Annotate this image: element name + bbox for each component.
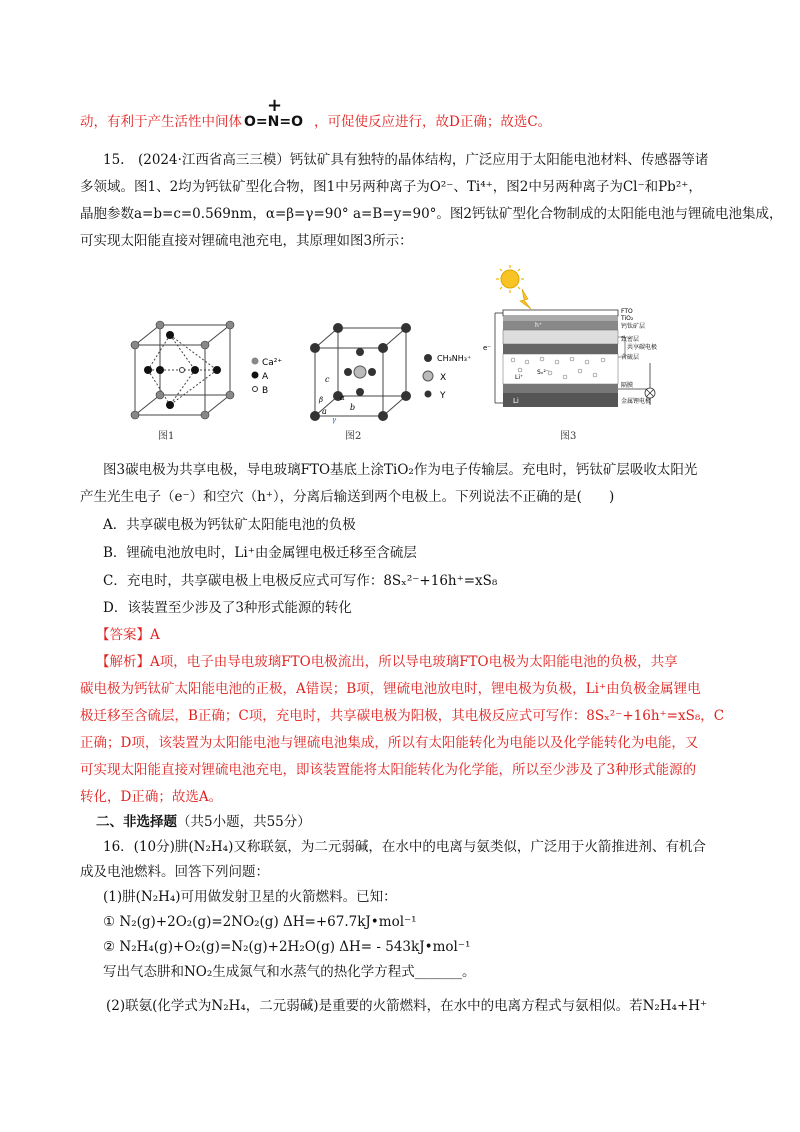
intermediate-structure xyxy=(242,95,314,132)
q15-exp-line6: 转化，D正确；故选A。 xyxy=(80,789,223,805)
lamp-icon xyxy=(645,388,655,398)
q15-answer: 【答案】A xyxy=(96,627,160,643)
q16-eq2: ② N₂H₄(g)+O₂(g)=N₂(g)+2H₂O(g) ΔH= - 543kJ•mol⁻¹ xyxy=(103,939,471,955)
q15-exp-line2: 碳电极为钙钛矿太阳能电池的正极，A错误；B项，锂硫电池放电时，锂电极为负极，Li⁺由负极金属锂电 xyxy=(80,681,701,697)
fig2-caption: 图2 xyxy=(345,431,362,442)
q16-line1: 16．(10分)肼(N₂H₄)又称联氨，为二元弱碱，在水中的电离与氨类似，广泛用于火箭推进剂、有机合 xyxy=(103,839,706,855)
q15-exp-line1: 【解析】A项，电子由导电玻璃FTO电极流出，所以导电玻璃FTO电极为太阳能电池的负极，共享 xyxy=(96,654,678,670)
q16-eq1: ① N₂(g)+2O₂(g)=2NO₂(g) ΔH=+67.7kJ•mol⁻¹ xyxy=(103,914,417,930)
q15-line3: 晶胞参数a=b=c=0.569nm，α=β=γ=90° a=B=y=90°。图2钙钛矿型化合物制成的太阳能电池与锂硫电池集成， xyxy=(80,206,783,222)
q15-para2: 产生光生电子（e⁻）和空穴（h⁺），分离后输送到两个电极上。下列说法不正确的是( ) xyxy=(80,489,615,505)
fig3-label-fto: FTO xyxy=(621,308,633,315)
q15-line2: 多领域。图1、2均为钙钛矿型化合物，图1中另两种离子为O²⁻、Ti⁴⁺，图2中另两种离子为Cl⁻和Pb²⁺， xyxy=(80,179,702,195)
q16-ask: 写出气态肼和NO₂生成氮气和水蒸气的热化学方程式_______。 xyxy=(103,964,476,980)
fig3-label-sx: Sₓ²⁻ xyxy=(537,369,550,376)
q15-line1: 15. (2024·江西省高三三模）钙钛矿具有独特的晶体结构，广泛应用于太阳能电池材料、传感器等诸 xyxy=(103,152,709,168)
prev-explanation-tail xyxy=(80,95,552,132)
fig1-legend-a: A xyxy=(262,372,269,382)
q16-sub2: (2)联氨(化学式为N₂H₄，二元弱碱)是重要的火箭燃料，在水中的电离方程式与氨相似。若N₂H₄+H⁺ xyxy=(106,998,708,1014)
fig3-label-separator: 隔膜 xyxy=(621,382,634,389)
q15-exp-line5: 可实现太阳能直接对锂硫电池充电，即该装置能将太阳能转化为化学能，所以至少涉及了3种形式能源的 xyxy=(80,762,697,778)
fig3-label-hole: h⁺ xyxy=(535,322,542,329)
q15-option-d: D．该装置至少涉及了3种形式能源的转化 xyxy=(103,600,352,616)
light-bolt-icon xyxy=(520,289,531,309)
q16-line2: 成及电池燃料。回答下列问题： xyxy=(80,864,269,880)
fig3-label-electron: e⁻ xyxy=(483,344,492,352)
q15-exp-line4: 正确；D项，该装置为太阳能电池与锂硫电池集成，所以有太阳能转化为电能以及化学能转化为电能，又 xyxy=(80,735,699,751)
fig1-legend-b: B xyxy=(262,386,269,396)
fig3-label-sulfur: 含硫层 xyxy=(621,354,640,361)
section-2-heading xyxy=(96,812,311,832)
fig3-label-perovskite: 钙钛矿层 xyxy=(621,323,646,330)
fig2-axis-c: c xyxy=(325,375,330,384)
q15-exp-line3: 极迁移至含硫层，B正确；C项，充电时，共享碳电极为阳极，其电极反应式可写作：8Sₓ²⁻+16h⁺=xS₈，C xyxy=(80,708,725,724)
prev-explanation-text-b: ，可促使反应进行，故D正确；故选C。 xyxy=(314,114,552,130)
intermediate-formula: O=N=O xyxy=(244,114,303,130)
fig3-label-dense: 致密层 xyxy=(621,336,640,343)
fig3-label-tio2: TiO₂ xyxy=(621,315,634,322)
figure-2-crystal xyxy=(300,310,480,445)
q15-line4: 可实现太阳能直接对锂硫电池充电，其原理如图3所示： xyxy=(80,233,413,249)
q16-sub1: (1)肼(N₂H₄)可用做发射卫星的火箭燃料。已知： xyxy=(103,889,397,905)
q15-option-b: B．锂硫电池放电时，Li⁺由金属锂电极迁移至含硫层 xyxy=(103,545,417,561)
fig3-label-li: Li xyxy=(513,397,519,405)
fig1-caption: 图1 xyxy=(158,431,175,442)
figure-3-device xyxy=(475,265,680,425)
q15-option-c: C．充电时，共享碳电极上电极反应式可写作：8Sₓ²⁻+16h⁺=xS₈ xyxy=(103,573,498,589)
sun-icon xyxy=(496,265,524,293)
fig3-label-li-electrode: 金属锂电极 xyxy=(621,398,652,405)
prev-explanation-text-a: 动，有利于产生活性中间体 xyxy=(80,114,242,130)
fig2-axis-a: a xyxy=(322,407,327,416)
q15-option-a: A．共享碳电极为钙钛矿太阳能电池的负极 xyxy=(103,517,356,533)
section-2-note: （共5小题，共55分） xyxy=(177,814,311,830)
fig2-legend-x: X xyxy=(440,373,447,383)
fig3-label-li-ion: Li⁺ xyxy=(515,374,524,381)
fig2-angle-alpha: α xyxy=(340,394,345,402)
intermediate-charge: + xyxy=(267,95,283,116)
fig2-angle-gamma: γ xyxy=(332,416,337,424)
section-2-title: 二、非选择题 xyxy=(96,814,177,830)
fig3-label-carbon: 共享碳电极 xyxy=(627,344,658,351)
fig2-legend-y: Y xyxy=(440,391,446,401)
figure-1-crystal xyxy=(120,315,300,445)
figure-area xyxy=(120,265,680,445)
fig2-angle-beta: β xyxy=(319,396,324,404)
fig2-axis-b: b xyxy=(350,403,356,412)
q15-para1: 图3碳电极为共享电极，导电玻璃FTO基底上涂TiO₂作为电子传输层。充电时，钙钛矿层吸收太阳光 xyxy=(103,462,698,478)
fig3-caption: 图3 xyxy=(560,431,577,442)
fig2-legend-ch3nh3: CH₃NH₃⁺ xyxy=(437,354,472,363)
fig1-legend-ca: Ca²⁺ xyxy=(262,358,283,368)
